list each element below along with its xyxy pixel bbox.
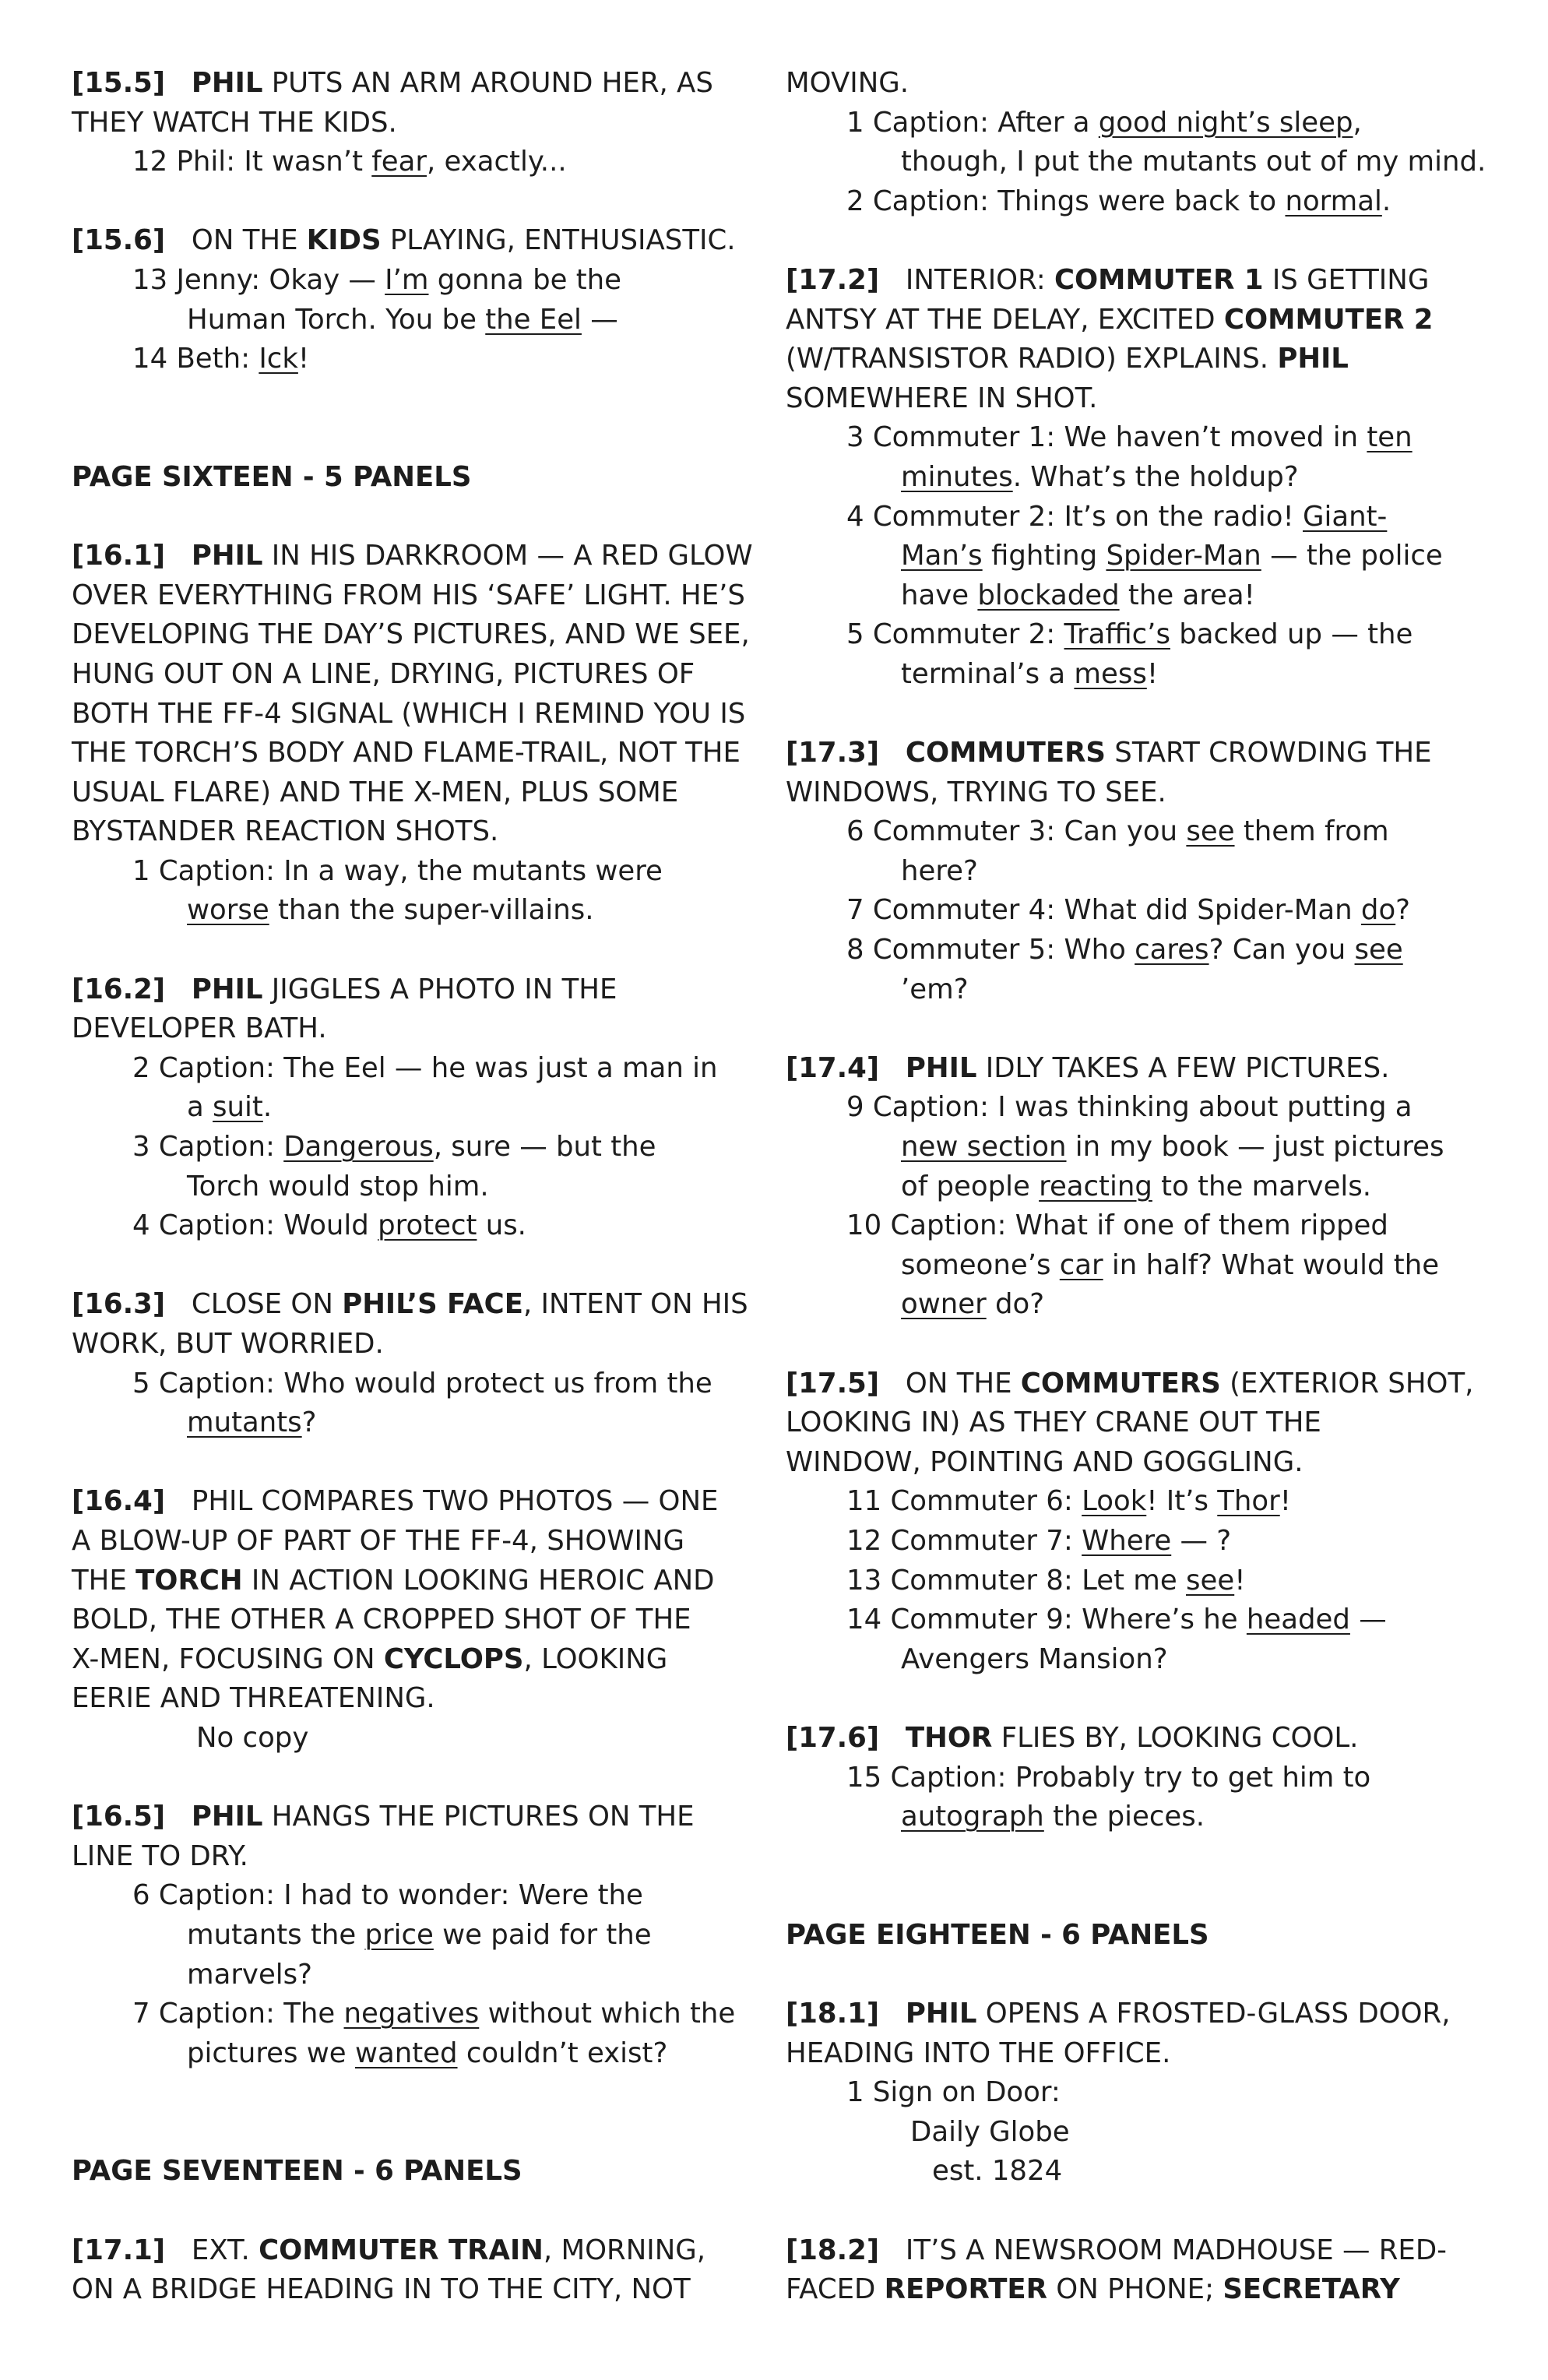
panel-ref: [17.5] [786, 1367, 880, 1399]
panel-ref: [17.1] [72, 2234, 166, 2266]
dialogue-line: 5 Commuter 2: Traffic’s backed up — the [846, 618, 1413, 651]
dialogue-line: 5 Caption: Who would protect us from the [132, 1367, 712, 1399]
dialogue-line: 7 Commuter 4: What did Spider-Man do? [846, 894, 1411, 927]
panel-15-6: [15.6] ON THE KIDS PLAYING, ENTHUSIASTIC. 13 Jenny: Okay — I’m gonna be the Human Torch. You be the Eel — 14 Beth: Ick! [72, 221, 757, 378]
dialogue-line: 13 Jenny: Okay — I’m gonna be the [132, 263, 621, 296]
panel-16-3: [16.3] CLOSE ON PHIL’S FACE, INTENT ON HIS WORK, BUT WORRIED. 5 Caption: Who would protect us from the mutants? [72, 1285, 757, 1442]
panel-text: DEVELOPING THE DAY’S PICTURES, AND WE SEE, [72, 618, 750, 651]
panel-ref: [17.2] [786, 263, 880, 296]
panel-ref: [16.1] [72, 540, 166, 572]
panel-ref: [16.4] [72, 1485, 166, 1518]
sign-text: est. 1824 [932, 2155, 1063, 2188]
panel-text: ON A BRIDGE HEADING IN TO THE CITY, NOT [72, 2273, 691, 2306]
dialogue-line: 1 Sign on Door: [846, 2076, 1061, 2109]
panel-text: THE TORCH’S BODY AND FLAME-TRAIL, NOT THE [72, 737, 741, 769]
panel-ref: [15.6] [72, 224, 166, 257]
sign-text: Daily Globe [910, 2115, 1070, 2148]
panel-text: SOMEWHERE IN SHOT. [786, 382, 1098, 414]
dialogue-line: 14 Beth: Ick! [132, 343, 310, 375]
dialogue-line: 1 Caption: After a good night’s sleep, [846, 106, 1362, 139]
panel-17-5: [17.5] ON THE COMMUTERS (EXTERIOR SHOT, LOOKING IN) AS THEY CRANE OUT THE WINDOW, POINTING AND GOGGLING. 11 Commuter 6: Look! It’s Thor! 12 Commuter 7: Where — ? 13 Commuter 8: Let me see! 14 Commuter 9: Where’s he headed — Avengers Mansion? [786, 1364, 1479, 1680]
panel-ref: [15.5] [72, 67, 166, 99]
panel-ref: [16.3] [72, 1288, 166, 1321]
panel-18-1: [18.1] PHIL OPENS A FROSTED-GLASS DOOR, HEADING INTO THE OFFICE. 1 Sign on Door: Daily Globe est. 1824 [786, 1994, 1479, 2192]
no-copy-note: No copy [196, 1721, 309, 1754]
panel-15-5 [72, 64, 757, 182]
dialogue-line: 12 Commuter 7: Where — ? [846, 1524, 1232, 1557]
dialogue-line: here? [901, 854, 978, 887]
panel-ref: [17.3] [786, 737, 880, 769]
dialogue-line: 11 Commuter 6: Look! It’s Thor! [846, 1485, 1291, 1518]
panel-text: (W/TRANSISTOR RADIO) EXPLAINS. PHIL [786, 343, 1349, 375]
panel-ref: [16.2] [72, 973, 166, 1005]
dialogue-line: of people reacting to the marvels. [901, 1170, 1372, 1202]
dialogue-line: new section in my book — just pictures [901, 1131, 1444, 1164]
dialogue-line: 10 Caption: What if one of them ripped [846, 1209, 1388, 1242]
dialogue-line: 3 Commuter 1: We haven’t moved in ten [846, 421, 1413, 454]
panel-16-2: [16.2] PHIL JIGGLES A PHOTO IN THE DEVELOPER BATH. 2 Caption: The Eel — he was just a man in a suit. 3 Caption: Dangerous, sure — but the Torch would stop him. 4 Caption: Would protect us. [72, 970, 757, 1246]
panel-17-2: [17.2] INTERIOR: COMMUTER 1 IS GETTING ANTSY AT THE DELAY, EXCITED COMMUTER 2 (W/TRANSISTOR RADIO) EXPLAINS. PHIL SOMEWHERE IN SHOT. 3 Commuter 1: We haven’t moved in ten minutes. What’s the holdup? 4 Commuter 2: It’s on the radio! Giant- Man’s fighting Spider-Man — the police have blockaded the area! 5 Commuter 2: Traffic’s backed up — the terminal’s a mess! [786, 261, 1479, 695]
panel-17-3: [17.3] COMMUTERS START CROWDING THE WINDOWS, TRYING TO SEE. 6 Commuter 3: Can you see them from here? 7 Commuter 4: What did Spider-Man do? 8 Commuter 5: Who cares? Can you see ’em? [786, 734, 1479, 1009]
char-name: PHIL [191, 67, 263, 99]
dialogue-line: Human Torch. You be the Eel — [187, 303, 618, 336]
dialogue-line: 8 Commuter 5: Who cares? Can you see [846, 934, 1403, 966]
panel-text: USUAL FLARE) AND THE X-MEN, PLUS SOME [72, 776, 679, 808]
panel-17-6: [17.6] THOR FLIES BY, LOOKING COOL. 15 Caption: Probably try to get him to autograph the pieces. [786, 1719, 1479, 1837]
dialogue-line: marvels? [187, 1958, 312, 1991]
panel-16-1: [16.1] PHIL IN HIS DARKROOM — A RED GLOW OVER EVERYTHING FROM HIS ‘SAFE’ LIGHT. HE’S DEVELOPING THE DAY’S PICTURES, AND WE SEE, HUNG OUT ON A LINE, DRYING, PICTURES OF BOTH THE FF-4 SIGNAL (WHICH I REMIND YOU IS THE TORCH’S BODY AND FLAME-TRAIL, NOT THE USUAL FLARE) AND THE X-MEN, PLUS SOME BYSTANDER REACTION SHOTS. 1 Caption: In a way, the mutants were worse than the super-villains. [72, 537, 757, 931]
dialogue-line: 14 Commuter 9: Where’s he headed — [846, 1604, 1387, 1636]
panel-18-2: [18.2] IT’S A NEWSROOM MADHOUSE — RED- FACED REPORTER ON PHONE; SECRETARY [786, 2231, 1479, 2310]
panel-text: ANTSY AT THE DELAY, EXCITED COMMUTER 2 [786, 303, 1434, 336]
panel-16-4: [16.4] PHIL COMPARES TWO PHOTOS — ONE A BLOW-UP OF PART OF THE FF-4, SHOWING THE TORCH IN ACTION LOOKING HEROIC AND BOLD, THE OTHER A CROPPED SHOT OF THE X-MEN, FOCUSING ON CYCLOPS, LOOKING EERIE AND THREATENING. No copy [72, 1482, 757, 1758]
panel-text: FACED REPORTER ON PHONE; SECRETARY [786, 2273, 1400, 2306]
dialogue-line: 2 Caption: The Eel — he was just a man in [132, 1051, 718, 1084]
panel-text: LOOKING IN) AS THEY CRANE OUT THE [786, 1407, 1321, 1439]
dialogue-line: 13 Commuter 8: Let me see! [846, 1564, 1246, 1597]
dialogue-line: terminal’s a mess! [901, 657, 1159, 690]
dialogue-line: someone’s car in half? What would the [901, 1248, 1440, 1281]
panel-text: BYSTANDER REACTION SHOTS. [72, 815, 499, 848]
panel-text: WINDOW, POINTING AND GOGGLING. [786, 1445, 1303, 1478]
panel-text: HEADING INTO THE OFFICE. [786, 2037, 1171, 2069]
dialogue-line: owner do? [901, 1288, 1045, 1321]
page-heading: PAGE SIXTEEN - 5 PANELS [72, 460, 472, 493]
panel-text: LINE TO DRY. [72, 1840, 248, 1872]
dialogue-line: 6 Commuter 3: Can you see them from [846, 815, 1389, 848]
panel-text: THEY WATCH THE KIDS. [72, 106, 397, 139]
panel-17-1: [17.1] EXT. COMMUTER TRAIN, MORNING, ON A BRIDGE HEADING IN TO THE CITY, NOT [72, 2231, 757, 2310]
panel-text: BOLD, THE OTHER A CROPPED SHOT OF THE [72, 1604, 691, 1636]
panel-17-4: [17.4] PHIL IDLY TAKES A FEW PICTURES. 9 Caption: I was thinking about putting a new section in my book — just pictures of people reacting to the marvels. 10 Caption: What if one of them ripped someone’s car in half? What would the owner do? [786, 1049, 1479, 1325]
dialogue-line: though, I put the mutants out of my mind. [901, 146, 1486, 178]
panel-text: WINDOWS, TRYING TO SEE. [786, 776, 1166, 808]
dialogue-line: 15 Caption: Probably try to get him to [846, 1761, 1371, 1794]
dialogue-line: 6 Caption: I had to wonder: Were the [132, 1879, 643, 1912]
panel-text: BOTH THE FF-4 SIGNAL (WHICH I REMIND YOU IS [72, 697, 746, 730]
dialogue-line: ’em? [901, 973, 969, 1005]
panel-text: PUTS AN ARM AROUND HER, AS [262, 67, 713, 99]
dialogue-line: have blockaded the area! [901, 579, 1255, 611]
panel-text: WORK, BUT WORRIED. [72, 1328, 384, 1360]
left-column [72, 64, 757, 2310]
dialogue-line: autograph the pieces. [901, 1801, 1205, 1833]
panel-ref: [16.5] [72, 1801, 166, 1833]
dialogue-line: worse than the super-villains. [187, 894, 594, 927]
panel-text: THE TORCH IN ACTION LOOKING HEROIC AND [72, 1564, 715, 1597]
dialogue-line: 7 Caption: The negatives without which the [132, 1998, 736, 2030]
page-heading: PAGE EIGHTEEN - 6 PANELS [786, 1918, 1209, 1951]
panel-16-5: [16.5] PHIL HANGS THE PICTURES ON THE LINE TO DRY. 6 Caption: I had to wonder: Were the mutants the price we paid for the marvels? 7 Caption: The negatives without which the pictures we wanted couldn’t exist? [72, 1797, 757, 2073]
panel-text: EERIE AND THREATENING. [72, 1682, 435, 1715]
dialogue-line: 4 Caption: Would protect us. [132, 1209, 526, 1242]
dialogue-line: Avengers Mansion? [901, 1642, 1168, 1675]
dialogue-line: mutants the price we paid for the [187, 1918, 652, 1951]
dialogue-line: Man’s fighting Spider-Man — the police [901, 540, 1443, 572]
panel-ref: [17.4] [786, 1051, 880, 1084]
dialogue-line: pictures we wanted couldn’t exist? [187, 2037, 668, 2069]
dialogue-line: 1 Caption: In a way, the mutants were [132, 854, 663, 887]
dialogue-line: 9 Caption: I was thinking about putting a [846, 1091, 1413, 1124]
dialogue-line: 3 Caption: Dangerous, sure — but the [132, 1131, 656, 1164]
dialogue-line: 2 Caption: Things were back to normal. [846, 185, 1391, 217]
dialogue-line: minutes. What’s the holdup? [901, 460, 1299, 493]
panel-text: HUNG OUT ON A LINE, DRYING, PICTURES OF [72, 657, 695, 690]
panel-text: MOVING. [786, 67, 909, 99]
panel-text: OVER EVERYTHING FROM HIS ‘SAFE’ LIGHT. HE’S [72, 579, 745, 611]
page-heading: PAGE SEVENTEEN - 6 PANELS [72, 2155, 522, 2188]
right-column [786, 64, 1486, 2310]
dialogue-line: 12 Phil: It wasn’t fear, exactly... [132, 146, 567, 178]
panel-text: A BLOW-UP OF PART OF THE FF-4, SHOWING [72, 1524, 684, 1557]
panel-text: X-MEN, FOCUSING ON CYCLOPS, LOOKING [72, 1642, 668, 1675]
dialogue-line: mutants? [187, 1407, 317, 1439]
panel-ref: [18.1] [786, 1998, 880, 2030]
panel-ref: [17.6] [786, 1721, 880, 1754]
dialogue-line: 4 Commuter 2: It’s on the radio! Giant- [846, 500, 1388, 533]
dialogue-line: a suit. [187, 1091, 273, 1124]
panel-text: DEVELOPER BATH. [72, 1012, 327, 1045]
dialogue-line: Torch would stop him. [187, 1170, 489, 1202]
panel-ref: [18.2] [786, 2234, 880, 2266]
